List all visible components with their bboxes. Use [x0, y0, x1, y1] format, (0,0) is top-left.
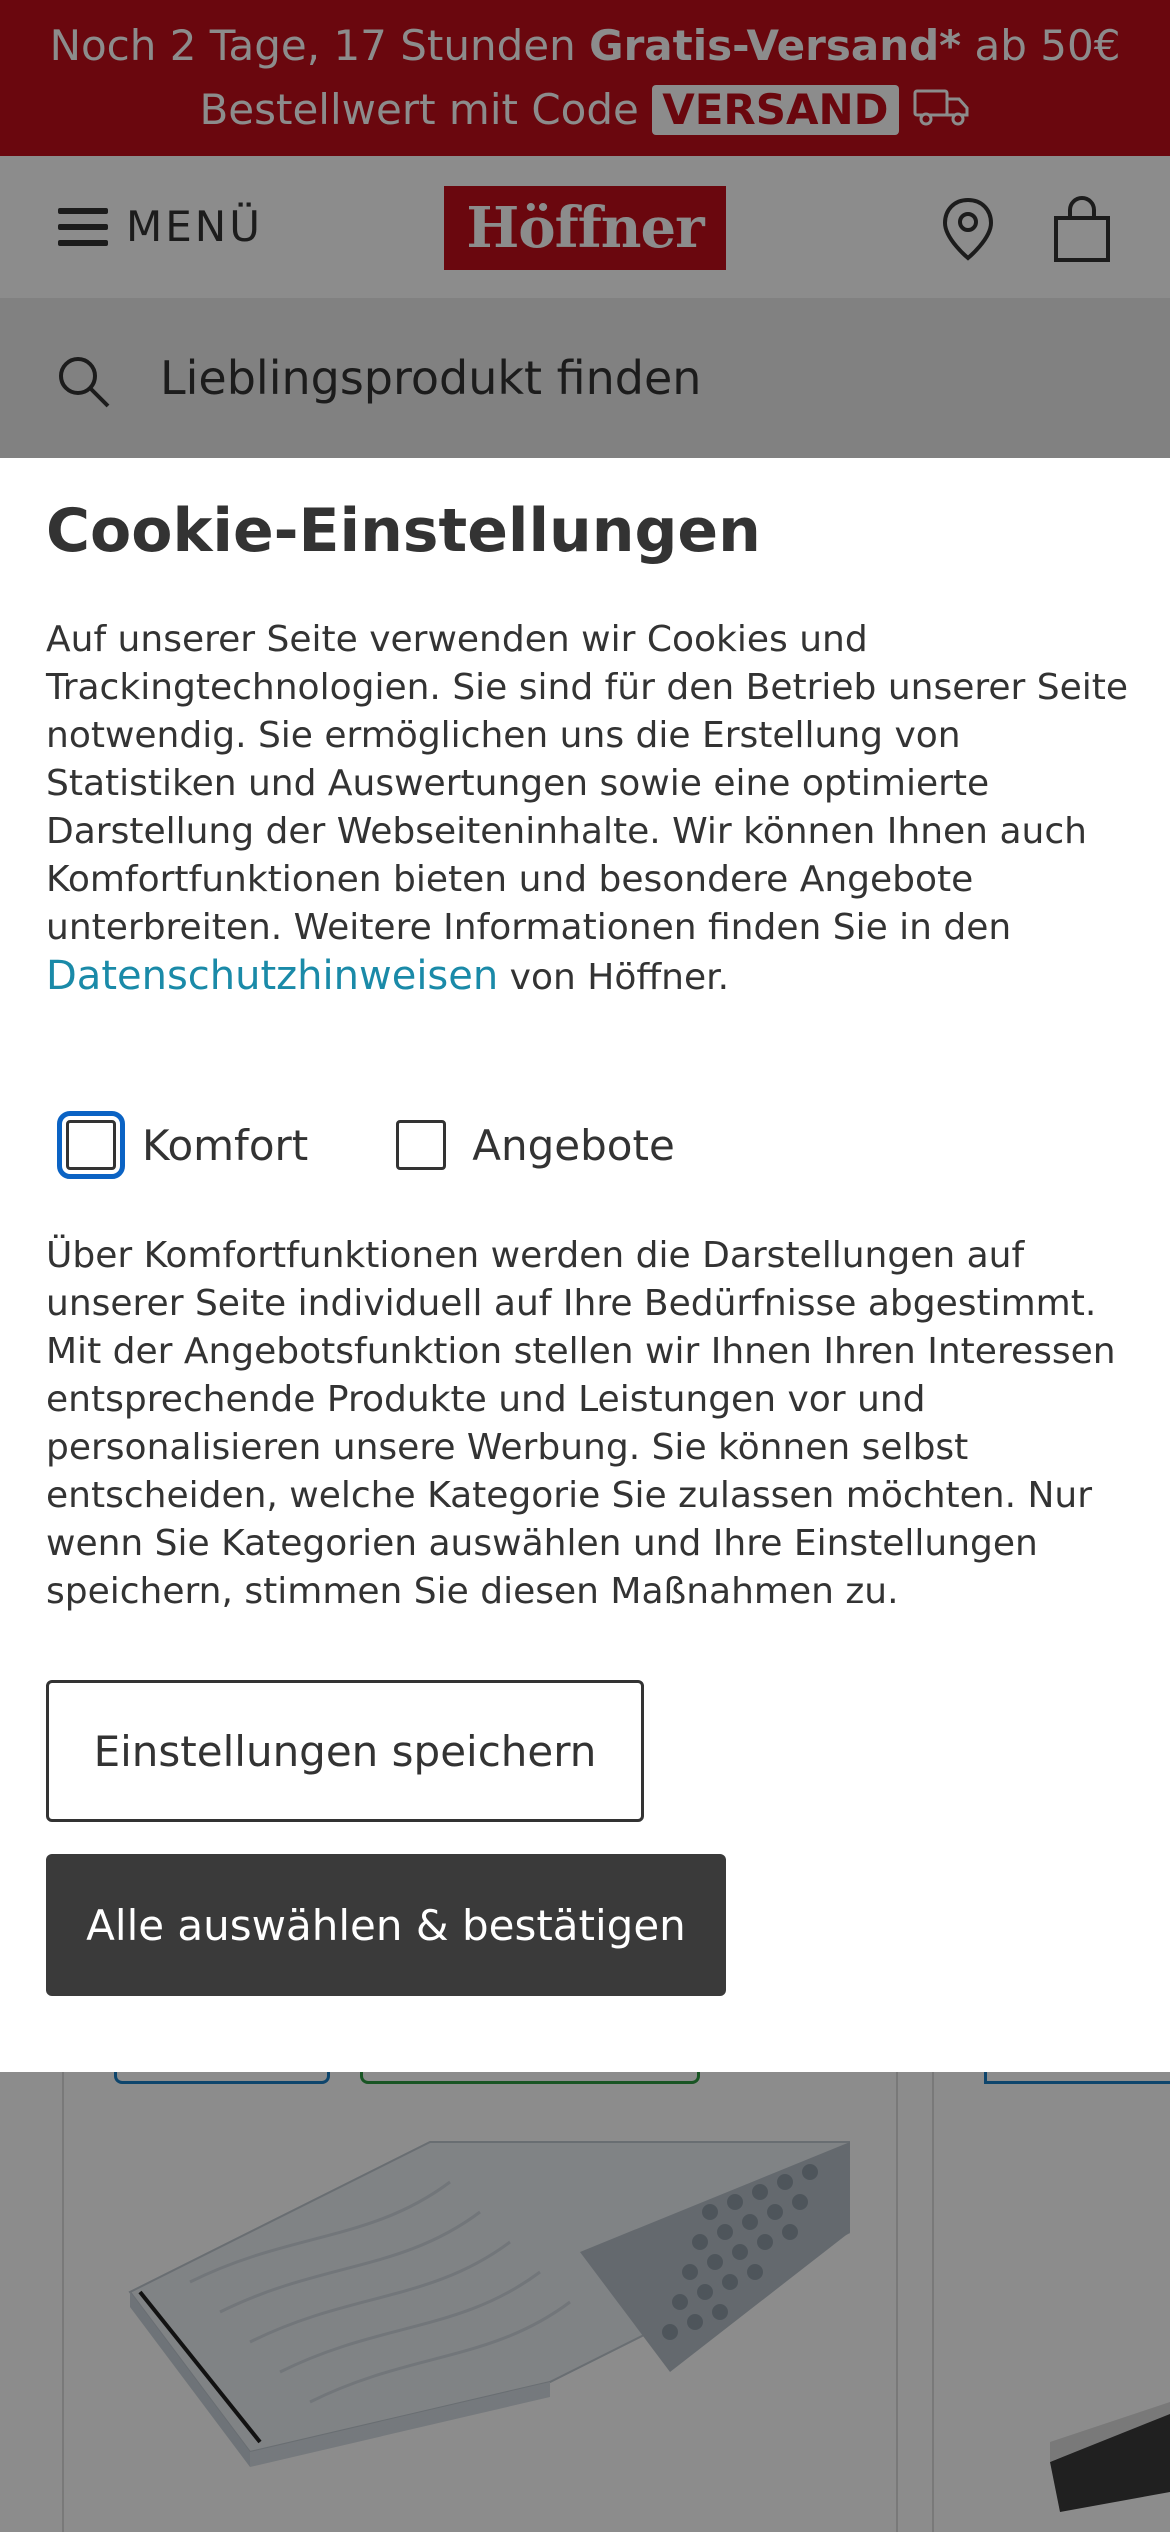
- hoeffner-logo[interactable]: Höffner: [444, 186, 726, 270]
- angebote-checkbox[interactable]: [396, 1120, 446, 1170]
- intro-body: Auf unserer Seite verwenden wir Cookies und Trackingtechnologien. Sie sind für den Betrieb unserer Seite notwendig. Sie ermöglichen uns die Erstellung von Statistiken und Auswertungen sowie eine optimierte Darstellung der Webseiteninhalte. Wir können Ihnen auch Komfortfunktionen bieten und besondere Angebote unterbreiten. Weitere Informationen finden Sie in den: [46, 619, 1129, 948]
- cookie-description: Über Komfortfunktionen werden die Darstellungen auf unserer Seite individuell auf Ihre Bedürfnisse abgestimmt. Mit der Angebotsfunktion stellen wir Ihnen Ihren Interessen entsprechende Produkte und Leistungen vor und personalisieren unsere Werbung. Sie können selbst entscheiden, welche Kategorie Sie zulassen möchten. Nur wenn Sie Kategorien auswählen und Ihre Einstellungen speichern, stimmen Sie diesen Maßnahmen zu.: [46, 1235, 1116, 1612]
- cookie-category-options: [66, 1120, 763, 1170]
- promo-threshold: ab 50€: [961, 21, 1121, 70]
- promo-code-label: Bestellwert mit Code: [199, 85, 653, 134]
- option-angebote[interactable]: [396, 1120, 675, 1170]
- angebote-label: Angebote: [472, 1120, 675, 1170]
- dialog-title: Cookie-Einstellungen: [46, 496, 761, 566]
- cookie-settings-dialog: [0, 458, 1170, 2072]
- promo-countdown: Noch 2 Tage, 17 Stunden: [49, 21, 590, 70]
- cookie-intro-text: [46, 616, 1136, 1002]
- komfort-label: Komfort: [142, 1120, 309, 1170]
- intro-suffix: von Höffner.: [498, 957, 730, 998]
- menu-label: MENÜ: [126, 202, 263, 251]
- save-settings-button[interactable]: Einstellungen speichern: [46, 1680, 644, 1822]
- accept-all-button[interactable]: Alle auswählen & bestätigen: [46, 1854, 726, 1996]
- komfort-checkbox[interactable]: [66, 1120, 116, 1170]
- privacy-policy-link[interactable]: Datenschutzhinweisen: [46, 953, 499, 999]
- promo-code: VERSAND: [652, 85, 898, 135]
- option-komfort[interactable]: [66, 1120, 308, 1170]
- promo-highlight: Gratis-Versand*: [589, 21, 962, 70]
